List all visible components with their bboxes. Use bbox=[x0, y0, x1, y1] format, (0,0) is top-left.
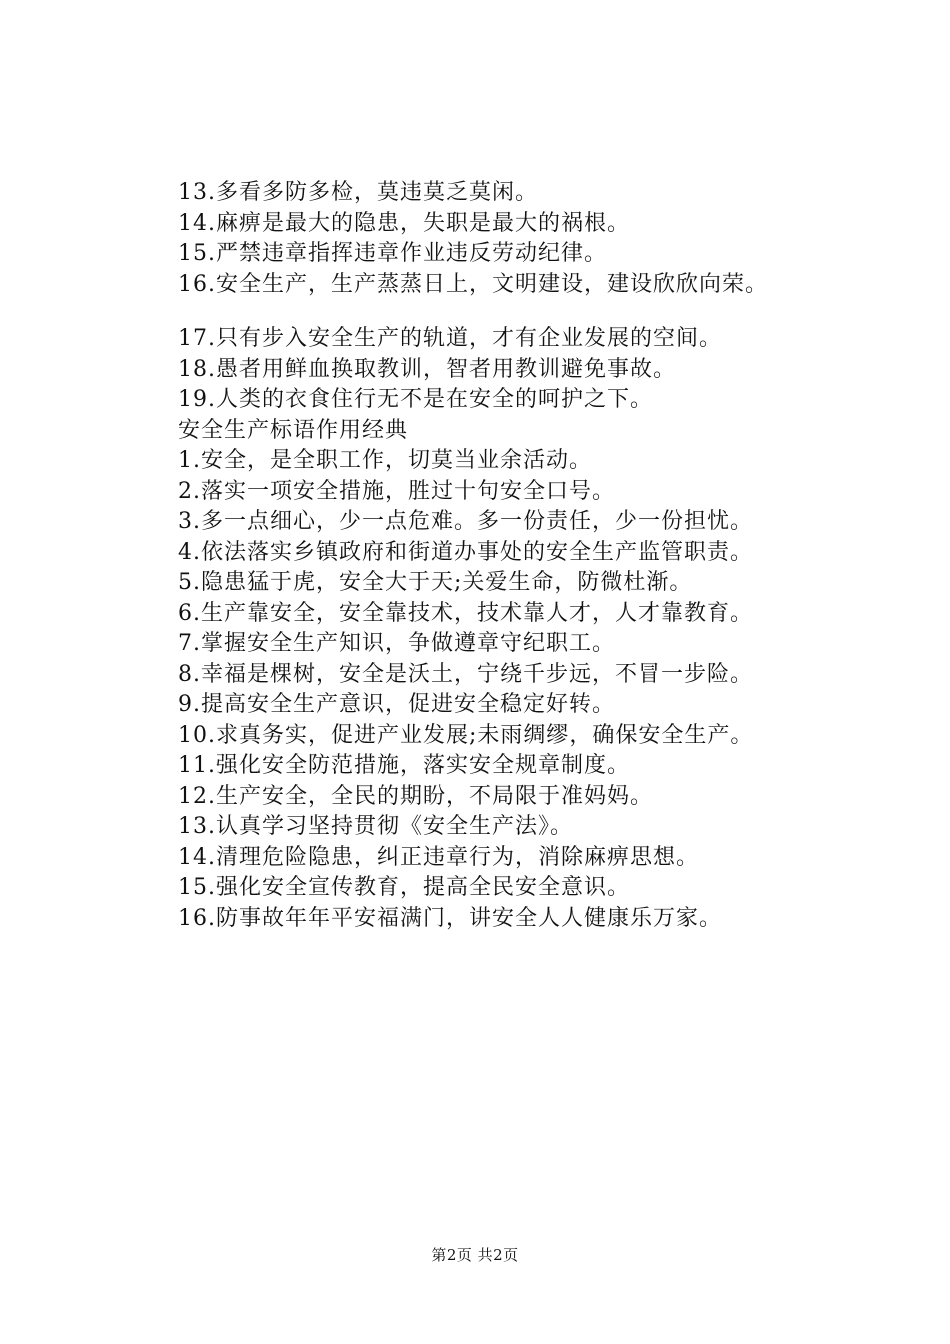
paragraph-gap bbox=[178, 300, 878, 324]
slogan-line: 10.求真务实，促进产业发展;未雨绸缪，确保安全生产。 bbox=[178, 722, 754, 748]
slogan-list-part-3 bbox=[178, 446, 878, 934]
slogan-line: 14.清理危险隐患，纠正违章行为，消除麻痹思想。 bbox=[178, 844, 699, 870]
slogan-line: 13.认真学习坚持贯彻《安全生产法》。 bbox=[178, 814, 573, 839]
section-heading: 安全生产标语作用经典 bbox=[178, 417, 409, 443]
slogan-line: 1.安全，是全职工作，切莫当业余活动。 bbox=[178, 448, 592, 473]
slogan-line: 5.隐患猛于虎，安全大于天;关爱生命，防微杜渐。 bbox=[178, 570, 693, 595]
slogan-line: 16.防事故年年平安福满门，讲安全人人健康乐万家。 bbox=[178, 905, 722, 931]
slogan-line: 8.幸福是棵树，安全是沃土，宁绕千步远，不冒一步险。 bbox=[178, 661, 753, 687]
slogan-line: 3.多一点细心，少一点危难。多一份责任，少一份担忧。 bbox=[178, 509, 753, 534]
slogan-line: 17.只有步入安全生产的轨道，才有企业发展的空间。 bbox=[178, 326, 722, 351]
slogan-line: 11.强化安全防范措施，落实安全规章制度。 bbox=[178, 753, 630, 778]
slogan-line: 19.人类的衣食住行无不是在安全的呵护之下。 bbox=[178, 387, 653, 412]
slogan-line: 12.生产安全，全民的期盼，不局限于准妈妈。 bbox=[178, 783, 653, 809]
slogan-list-part-2 bbox=[178, 324, 878, 416]
slogan-line: 16.安全生产，生产蒸蒸日上，文明建设，建设欣欣向荣。 bbox=[178, 271, 768, 297]
slogan-line: 6.生产靠安全，安全靠技术，技术靠人才，人才靠教育。 bbox=[178, 600, 753, 626]
page-footer: 第2页 共2页 bbox=[431, 1246, 519, 1264]
slogan-line: 9.提高安全生产意识，促进安全稳定好转。 bbox=[178, 692, 615, 717]
slogan-list-part-1 bbox=[178, 178, 878, 300]
document-body bbox=[178, 178, 878, 934]
slogan-line: 18.愚者用鲜血换取教训，智者用教训避免事故。 bbox=[178, 356, 676, 382]
slogan-line: 15.严禁违章指挥违章作业违反劳动纪律。 bbox=[178, 241, 607, 266]
slogan-line: 14.麻痹是最大的隐患，失职是最大的祸根。 bbox=[178, 210, 630, 236]
slogan-line: 13.多看多防多检，莫违莫乏莫闲。 bbox=[178, 180, 538, 205]
slogan-line: 4.依法落实乡镇政府和街道办事处的安全生产监管职责。 bbox=[178, 539, 753, 565]
slogan-line: 7.掌握安全生产知识，争做遵章守纪职工。 bbox=[178, 631, 615, 656]
slogan-line: 2.落实一项安全措施，胜过十句安全口号。 bbox=[178, 478, 615, 504]
slogan-line: 15.强化安全宣传教育，提高全民安全意识。 bbox=[178, 875, 630, 900]
